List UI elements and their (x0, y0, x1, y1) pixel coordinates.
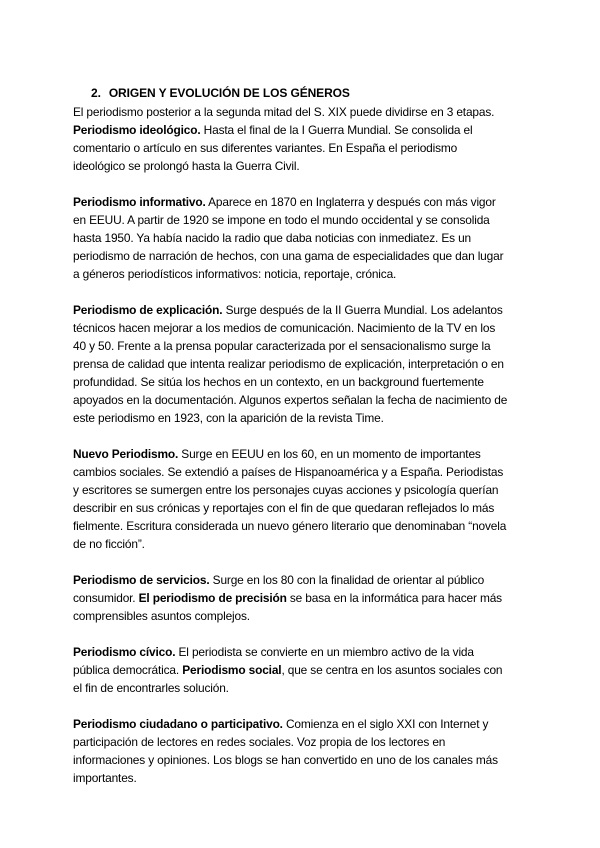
paragraph-ciudadano (73, 715, 543, 787)
term-ciudadano: Periodismo ciudadano o participativo. (73, 717, 283, 731)
nuevo-text-6: de no ficción”. (73, 537, 145, 551)
ideologico-text-2: comentario o artículo en sus diferentes variantes. En España el periodismo (73, 141, 458, 155)
informativo-text-3: hasta 1950. Ya había nacido la radio que daba noticias con inmediatez. Es un (73, 231, 472, 245)
explicacion-text-2: técnicos hacen mejorar a los medios de comunicación. Nacimiento de la TV en los (73, 321, 496, 335)
term-social: Periodismo social (182, 663, 282, 677)
paragraph-ideologico (73, 121, 543, 175)
explicacion-text-4: prensa de calidad que intenta realizar periodismo de explicación, interpretación o en (73, 357, 504, 371)
civico-text-2b: , que se centra en los asuntos sociales con (281, 663, 503, 677)
section-heading (91, 86, 350, 100)
term-servicios: Periodismo de servicios. (73, 573, 210, 587)
informativo-text-5: a géneros periodísticos informativos: noticia, reportaje, crónica. (73, 267, 397, 281)
nuevo-text-1: Surge en EEUU en los 60, en un momento de importantes (178, 447, 481, 461)
ciudadano-text-3: informaciones y opiniones. Los blogs se han convertido en uno de los canales más (73, 753, 498, 767)
paragraph-line (73, 301, 543, 319)
paragraph-line (73, 445, 543, 463)
heading-number: 2. (91, 86, 101, 100)
document-body (73, 103, 543, 805)
nuevo-text-4: describir en sus crónicas y reportajes con el fin de que quedaran reflejados lo más (73, 501, 495, 515)
paragraph-civico (73, 643, 543, 697)
explicacion-text-5: profundidad. Se sitúa los hechos en un contexto, en un background fuertemente (73, 375, 484, 389)
paragraph-nuevo (73, 445, 543, 553)
term-informativo: Periodismo informativo. (73, 195, 206, 209)
paragraph-servicios (73, 571, 543, 625)
paragraph-intro (73, 103, 543, 121)
ideologico-text-1: Hasta el final de la I Guerra Mundial. Se consolida el (200, 123, 473, 137)
civico-text-1: El periodista se convierte en un miembro activo de la vida (175, 645, 474, 659)
servicios-text-3: comprensibles asuntos complejos. (73, 609, 250, 623)
explicacion-text-7: este periodismo en 1923, con la aparición de la revista Time. (73, 411, 384, 425)
nuevo-text-5: fielmente. Escritura considerada un nuevo género literario que denominaban “novela (73, 519, 507, 533)
paragraph-explicacion (73, 301, 543, 427)
servicios-text-2a: consumidor. (73, 591, 139, 605)
explicacion-text-3: 40 y 50. Frente a la prensa popular caracterizada por el sensacionalismo surge la (73, 339, 491, 353)
nuevo-text-2: cambios sociales. Se extendió a países de Hispanoamérica y a España. Periodistas (73, 465, 504, 479)
ciudadano-text-4: importantes. (73, 771, 137, 785)
intro-line: El periodismo posterior a la segunda mitad del S. XIX puede dividirse en 3 etapas. (73, 105, 495, 119)
explicacion-text-1: Surge después de la II Guerra Mundial. Los adelantos (222, 303, 503, 317)
explicacion-text-6: apoyados en la documentación. Algunos expertos señalan la fecha de nacimiento de (73, 393, 508, 407)
paragraph-line (73, 571, 543, 589)
ciudadano-text-2: participación de lectores en redes sociales. Voz propia de los lectores en (73, 735, 446, 749)
civico-text-3: el fin de encontrarles solución. (73, 681, 229, 695)
servicios-text-1: Surge en los 80 con la finalidad de orientar al público (209, 573, 485, 587)
paragraph-informativo (73, 193, 543, 283)
informativo-text-2: en EEUU. A partir de 1920 se impone en todo el mundo occidental y se consolida (73, 213, 490, 227)
paragraph-line (73, 121, 543, 139)
term-explicacion: Periodismo de explicación. (73, 303, 223, 317)
term-precision: El periodismo de precisión (138, 591, 287, 605)
ideologico-text-3: ideológico se prolongó hasta la Guerra Civil. (73, 159, 300, 173)
informativo-text-4: periodismo de narración de hechos, con una gama de especialidades que dan lugar (73, 249, 504, 263)
paragraph-line (73, 589, 543, 607)
civico-text-2a: pública democrática. (73, 663, 183, 677)
paragraph-line (73, 661, 543, 679)
term-nuevo: Nuevo Periodismo. (73, 447, 179, 461)
informativo-text-1: Aparece en 1870 en Inglaterra y después con más vigor (205, 195, 496, 209)
paragraph-line (73, 643, 543, 661)
nuevo-text-3: y escritores se sumergen entre los personajes cuyas acciones y psicología querían (73, 483, 499, 497)
term-civico: Periodismo cívico. (73, 645, 176, 659)
term-ideologico: Periodismo ideológico. (73, 123, 201, 137)
heading-title: ORIGEN Y EVOLUCIÓN DE LOS GÉNEROS (108, 86, 350, 100)
ciudadano-text-1: Comienza en el siglo XXI con Internet y (282, 717, 489, 731)
servicios-text-2b: se basa en la informática para hacer más (286, 591, 502, 605)
paragraph-line (73, 193, 543, 211)
paragraph-line (73, 715, 543, 733)
